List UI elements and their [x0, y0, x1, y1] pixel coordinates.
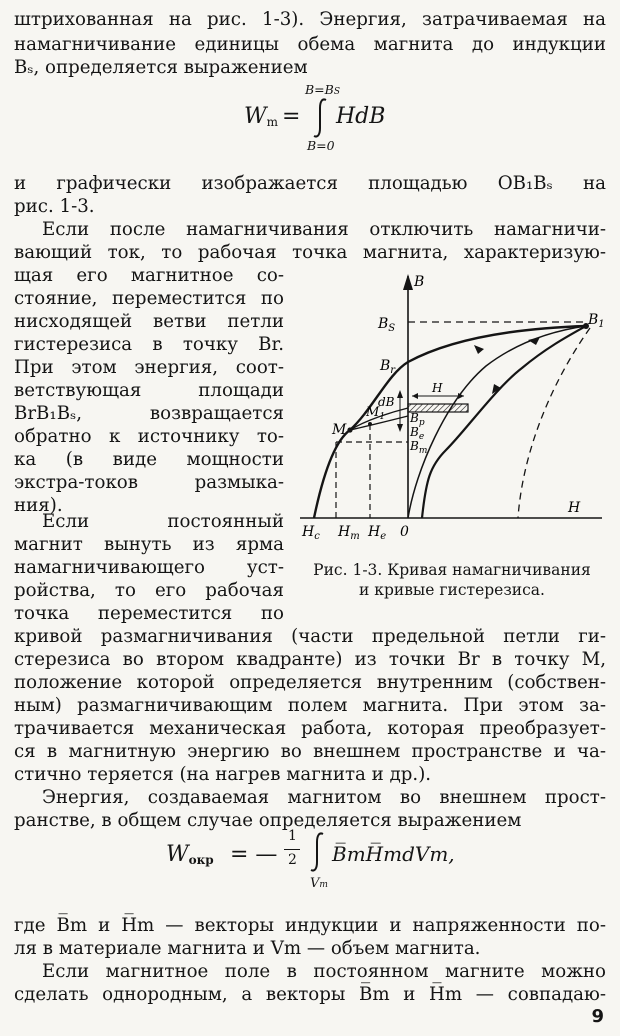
text-line-27: ным) размагничивающим полем магнита. При этом за-: [14, 695, 606, 716]
text-line-23: точка переместится по: [14, 603, 284, 624]
h-axis-label: H: [568, 500, 581, 516]
b1-label: $B_1$: [588, 312, 605, 330]
text-line-26: положение которой определяется внутренним (собствен-: [14, 672, 606, 693]
text-line-29: ся в магнитную энергию во внешнем пространстве и ча-: [14, 741, 606, 762]
arrow-b1: [528, 337, 540, 345]
text-line-14: BrB₁Bₛ, возвращается: [14, 403, 284, 424]
integral-sign-2: [308, 830, 328, 874]
text-line-1: штрихованная на рис. 1-3). Энергия, затрачиваемая на: [14, 9, 606, 30]
descending-branch: [314, 326, 586, 518]
be-label: $B_e$: [410, 425, 425, 442]
m1-label: $M_1$: [366, 405, 386, 422]
text-line-17: экстра-токов размыка-: [14, 472, 284, 493]
text-line-25: стерезиса во втором квадранте) из точки Br в точку M,: [14, 649, 606, 670]
formula2-eq: = —: [230, 842, 278, 867]
text-line-10: нисходящей ветви петли: [14, 311, 284, 332]
hc-label: $H_c$: [302, 524, 320, 542]
formula2-num: 1: [288, 828, 297, 844]
formula2-lower-sub: m: [319, 880, 328, 890]
text-line-7: вающий ток, то рабочая точка магнита, характеризую-: [14, 242, 606, 263]
magnetization-curve: [408, 326, 586, 518]
formula1-lhs-sub: m: [266, 115, 279, 129]
text-line-13: ветствующая площади: [14, 380, 284, 401]
text-line-4: и графически изображается площадью OB₁Bₛ на: [14, 173, 606, 194]
formula1-lower: B=0: [307, 138, 335, 153]
formula1-lhs: W: [244, 104, 267, 129]
text-line-32: ранстве, в общем случае определяется выражением: [14, 810, 522, 831]
text-line-35: Если магнитное поле в постоянном магните можно: [42, 961, 606, 982]
hm-label: $H_m$: [338, 524, 360, 542]
hysteresis-figure: [296, 270, 616, 542]
formula2-lhs: W: [166, 842, 189, 867]
text-line-6: Если после намагничивания отключить намагничи-: [42, 219, 606, 240]
text-line-9: стояние, переместится по: [14, 288, 284, 309]
formula2-lhs-sub: окр: [188, 853, 214, 867]
formula1-integrand: HdB: [336, 104, 386, 129]
text-line-16: ка (в виде мощности: [14, 449, 284, 470]
text-line-34: ля в материале магнита и Vm — объем магнита.: [14, 938, 481, 959]
text-line-36: сделать однородным, а векторы B̅m и H̅m — совпадаю-: [14, 984, 606, 1005]
br-label: $B_r$: [380, 358, 396, 376]
formula1-upper: B=B: [305, 82, 334, 97]
text-line-19: Если постоянный: [42, 511, 284, 532]
b1-dashed-curve: [518, 328, 590, 518]
figure-caption-2: и кривые гистерезиса.: [359, 581, 545, 599]
text-line-33: где B̅m и H̅m — векторы индукции и напряженности по-: [14, 915, 606, 936]
he-label: $H_e$: [368, 524, 387, 542]
text-line-21: намагничивающего уст-: [14, 557, 284, 578]
text-line-30: стично теряется (на нагрев магнита и др.).: [14, 764, 432, 785]
bs-label: $B_S$: [378, 316, 396, 334]
bp-label: $B_p$: [410, 411, 425, 428]
formula1-upper-sub: S: [333, 87, 341, 97]
text-line-31: Энергия, создаваемая магнитом во внешнем прост-: [42, 787, 606, 808]
text-line-3: Bₛ, определяется выражением: [14, 57, 308, 78]
db-label: dB: [378, 395, 395, 409]
formula2-integrand: B̅mH̅mdVm,: [332, 842, 455, 866]
b-axis-label: B: [414, 274, 425, 290]
formula2-fraction-bar: [284, 849, 300, 850]
formula2-lower: V: [310, 876, 320, 891]
figure-caption-1: Рис. 1-3. Кривая намагничивания: [313, 561, 591, 579]
text-line-15: обратно к источнику то-: [14, 426, 284, 447]
h-seg-label: H: [432, 381, 443, 395]
text-line-22: ройства, то его рабочая: [14, 580, 284, 601]
formula1-eq: =: [282, 104, 301, 129]
text-line-5: рис. 1-3.: [14, 196, 95, 217]
m-point: [347, 427, 352, 432]
b-axis-arrow: [403, 274, 413, 290]
formula2-den: 2: [288, 852, 297, 868]
text-line-12: При этом энергия, соот-: [14, 357, 284, 378]
integral-sign: [310, 96, 332, 140]
text-line-18: ния).: [14, 495, 63, 516]
bm-label: $B_m$: [410, 439, 428, 456]
origin-label: 0: [400, 524, 409, 540]
text-line-8: щая его магнитное со-: [14, 265, 284, 286]
page-number: 9: [591, 1006, 604, 1027]
text-line-20: магнит вынуть из ярма: [14, 534, 284, 555]
arrow-descending: [474, 345, 484, 354]
ascending-branch: [422, 326, 586, 518]
text-line-2: намагничивание единицы обема магнита до индукции: [14, 34, 606, 55]
text-line-24: кривой размагничивания (части предельной петли ги-: [14, 626, 606, 647]
text-line-11: гистерезиса в точку Br.: [14, 334, 284, 355]
text-line-28: трачивается механическая работа, которая преобразует-: [14, 718, 606, 739]
m-label: M: [332, 422, 347, 438]
